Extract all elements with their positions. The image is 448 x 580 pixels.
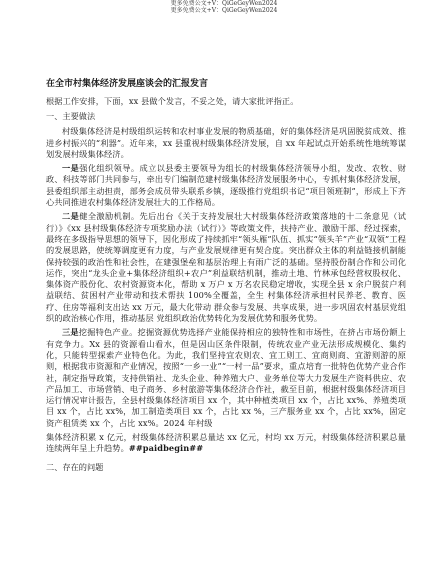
paragraph-organization xyxy=(46,163,406,208)
document-page xyxy=(46,78,406,477)
lead-first: 一是 xyxy=(62,163,80,174)
paragraph-organization-body: 强化组织领导。成立以县委主要领导为组长的村级集体经济领导小组，发改、农牧、财政、科技等部门共同参与，牵出专门编制范建村级集体经济发展服务中心，专抓村集体经济发展，县委组织部主动担责，部务会成员带头联系乡镇，逐级推行党组织书记“项目领班制”，形成上下齐心共同推进农村集体经济发展壮大的工作格局。 xyxy=(46,163,406,208)
watermark-line-1: 更多免费公文+V：QiGeGeyWen2024 xyxy=(170,0,278,7)
paragraph-incentives-body: 健全激励机制。先后出台《关于支持发展壮大村级集体经济政策落地的十二条意见（试行）》《xx 县村级集体经济专项奖励办法（试行）》等政策文件，扶持产业、激励干部、经过探索，最终在多级指导思想的领导下，因化形成了持续抓牢“领头雁”队伍、抓实“领头羊”产业“双领”工程的发展思路，使统筹调度更有力度，与产业发展规律更有契合度。突出群众主体的利益链接机制能保持较强的政治性和社会性，在建强堡垒和基层治理上有雨广泛的基础。坚持股份制合作和公司化运作，突出“龙头企业+集体经济组织+农户”利益联结机制，推动土地、竹林承包经营权股权化、集体资产股份化、农村资源资本化，帮助 x 万户 x 万名农民稳定增收，实现全县 x 余户脱贫户利益联结、贫困村产业带动和技术帮扶 100%全覆盖，全生 村集体经济承担村民养老、教育、医疗、住房等福利支出达 xx 万元，最大化带动 群众参与发展、共享成果，进一步巩固农村基层党组织的政治核心作用，推动基层 党组织政治优势转化为发展优势和服务优势。 xyxy=(46,211,406,324)
paragraph-accumulation xyxy=(46,432,406,455)
lead-third: 三是 xyxy=(62,327,79,338)
watermark-line-2: 更多免费公文+V：QiGeGeyWen2024 xyxy=(170,7,278,14)
paragraph-industry xyxy=(46,327,406,429)
paragraph-industry-body: 挖掘特色产业。挖掘资源优势选择产业能保持相应的独特性和市场性，在挤占市场份额上有竞争力。Xx 县的资源看山看水，但是因山区条件限制，传统农业产业无法形成规模化、集约化，只能转型探索产业特色化。为此，我们坚持宜农则农、宜工则工、宜商则商、宜游则游的原则，根据我市资源和产业情况，按照“一乡一业”“一村一品”要求，重点培育一批特色优势产业合作社，制定指导政策，支持供销社、龙头企业、种养殖大户、业务单位等大力发展生产资料供应、农产品加工、市场营销、电子商务、乡村旅游等集体经济合作社，截至目前，根据村级集体经济项目运行情况审计报告，全县村级集体经济项目 xx 个，其中种植类项目 xx 个，占比 xx%、养殖类项目 xx 个，占比 xx%，加工制造类项目 xx 个，占比 xx %，三产服务业 xx 个，占比 xx%，固定资产租赁类 xx 个，占比 xx%。2024 年村级 xyxy=(46,327,407,428)
paragraph-accumulation-body: 集体经济积累 x 亿元，村级集体经济积累总量达 xx 亿元，村均 xx 万元，村级集体经济积累总量连续两年呈上升趋势。 xyxy=(46,432,406,454)
intro-paragraph: 村级集体经济是村级组织运转和农村事业发展的物质基础，好的集体经济是巩固脱贫成效、推进乡村振兴的“利器”。近年来，xx 县重视村级集体经济发展，自 xx 年起试点开始系统性地统筹谋划发展村级集体经济。 xyxy=(46,126,406,159)
document-title: 在全市村集体经济发展座谈会的汇报发言 xyxy=(46,79,209,89)
opening-paragraph: 根据工作安排，下面，xx 县做个发言，不妥之处，请大家批评指正。 xyxy=(46,96,299,106)
section-heading-1: 一、主要做法 xyxy=(46,111,96,122)
watermark-header xyxy=(0,0,448,14)
lead-second: 二是 xyxy=(62,211,80,222)
paragraph-incentives xyxy=(46,211,406,324)
section-heading-2: 二、存在的问题 xyxy=(46,461,104,472)
paid-marker: ##paidbegin## xyxy=(128,443,204,454)
